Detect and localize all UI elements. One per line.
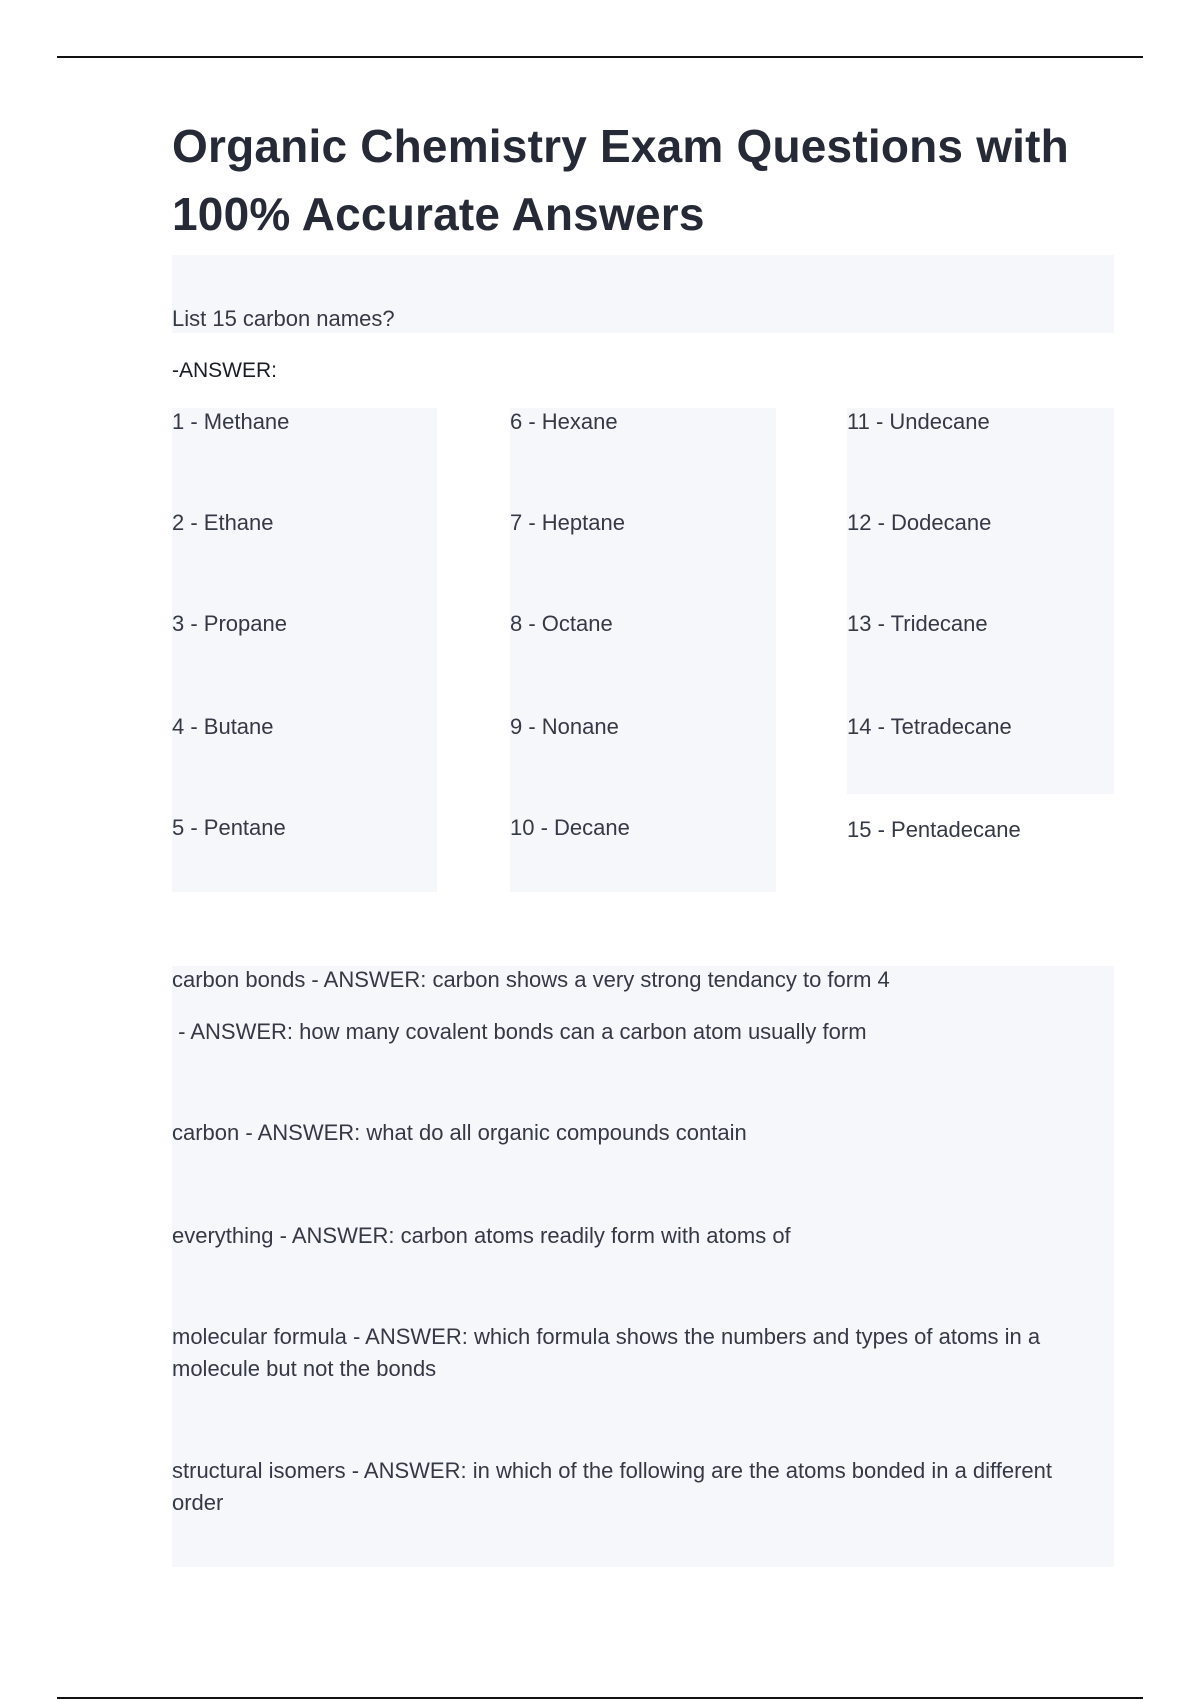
carbon-name-item: 2 - Ethane: [172, 510, 274, 535]
bottom-rule: [57, 1697, 1143, 1699]
qa-item: everything - ANSWER: carbon atoms readily form with atoms of: [172, 1223, 791, 1248]
qa-item: carbon bonds - ANSWER: carbon shows a very strong tendancy to form 4: [172, 967, 890, 992]
carbon-name-item: 10 - Decane: [510, 815, 630, 840]
carbon-name-item: 15 - Pentadecane: [847, 817, 1021, 842]
qa-item: - ANSWER: how many covalent bonds can a carbon atom usually form: [172, 1019, 867, 1044]
qa-item: carbon - ANSWER: what do all organic compounds contain: [172, 1120, 747, 1145]
carbon-name-item: 6 - Hexane: [510, 409, 618, 434]
carbon-name-item: 4 - Butane: [172, 714, 274, 739]
carbon-name-item: 9 - Nonane: [510, 714, 619, 739]
carbon-name-item: 5 - Pentane: [172, 815, 286, 840]
carbon-name-item: 13 - Tridecane: [847, 611, 988, 636]
carbon-name-item: 8 - Octane: [510, 611, 613, 636]
page-title: Organic Chemistry Exam Questions with 100% Accurate Answers: [172, 120, 1069, 240]
carbon-name-item: 1 - Methane: [172, 409, 290, 434]
carbon-name-item: 7 - Heptane: [510, 510, 625, 535]
top-rule: [57, 56, 1143, 58]
carbon-name-item: 11 - Undecane: [847, 409, 990, 434]
qa-item: molecular formula - ANSWER: which formula shows the numbers and types of atoms in a molecule but not the bonds: [172, 1324, 1041, 1381]
answer-label: -ANSWER:: [172, 359, 277, 382]
carbon-name-item: 14 - Tetradecane: [847, 714, 1012, 739]
qa-item: structural isomers - ANSWER: in which of the following are the atoms bonded in a different order: [172, 1458, 1053, 1515]
carbon-name-item: 12 - Dodecane: [847, 510, 992, 535]
question-text: List 15 carbon names?: [172, 306, 395, 331]
carbon-name-item: 3 - Propane: [172, 611, 287, 636]
